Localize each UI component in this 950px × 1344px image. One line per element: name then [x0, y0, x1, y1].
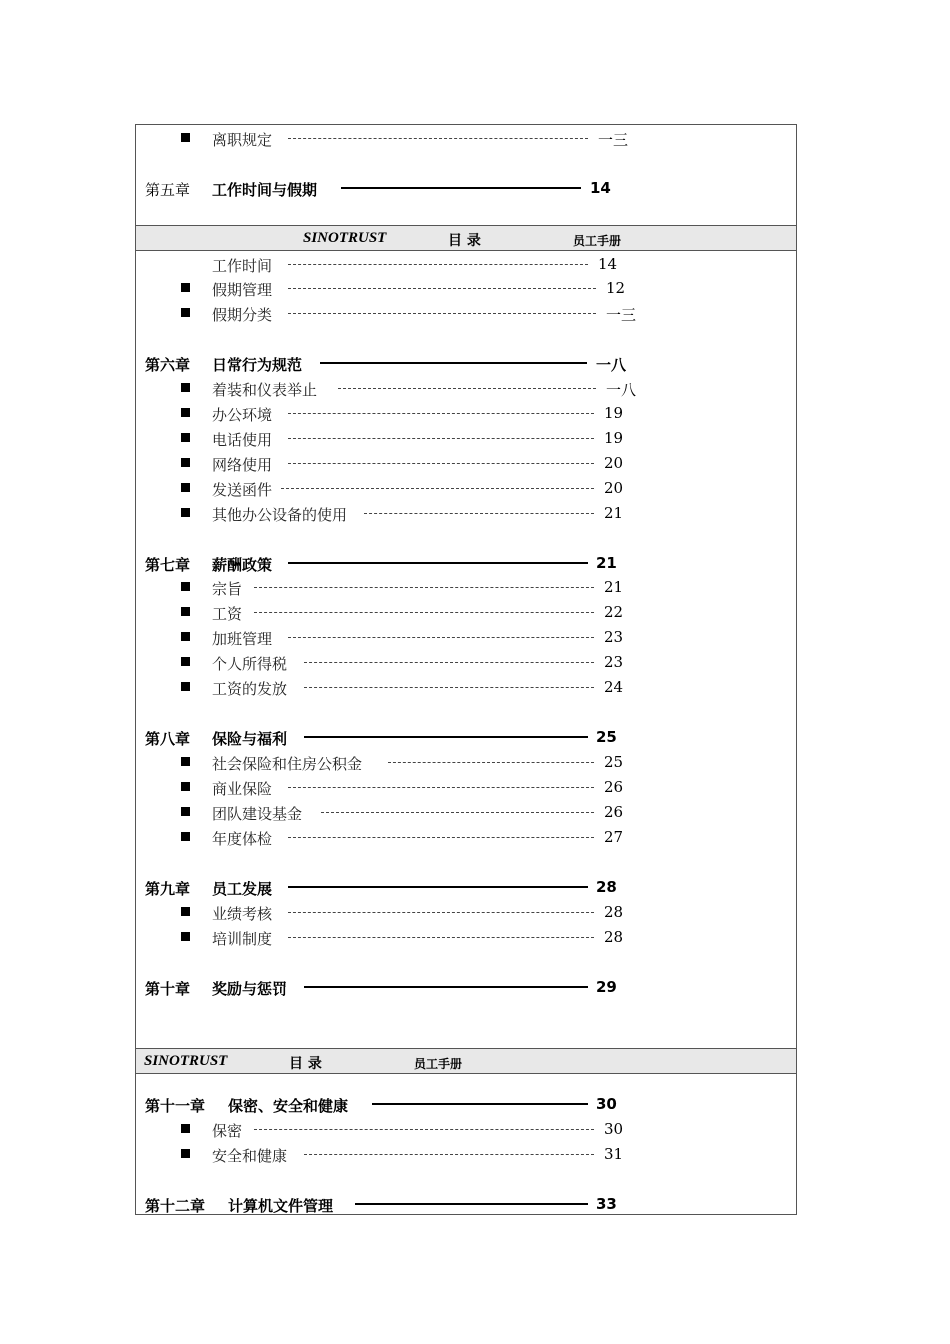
entry-label: 假期管理: [212, 281, 273, 299]
bullet-icon: [181, 607, 190, 616]
bullet-icon: [181, 458, 190, 467]
chapter-title: 员工发展: [212, 880, 273, 898]
entry-page: 31: [604, 1145, 624, 1163]
header-subtitle: 员工手册: [414, 1057, 463, 1071]
entry-label: 保密: [212, 1122, 243, 1140]
bullet-icon: [181, 483, 190, 492]
toc-entry: [136, 302, 796, 324]
bullet-icon: [181, 283, 190, 292]
chapter-number: 第七章: [145, 556, 191, 574]
chapter-title: 保密、安全和健康: [228, 1097, 349, 1115]
chapter-number: 第六章: [145, 356, 191, 374]
bullet-icon: [181, 433, 190, 442]
toc-entry: [136, 253, 796, 275]
chapter-number: 第十章: [145, 980, 191, 998]
entry-label: 个人所得税: [212, 655, 288, 673]
entry-page: 24: [604, 678, 624, 696]
bullet-icon: [181, 807, 190, 816]
entry-page: 23: [604, 628, 624, 646]
chapter-title: 保险与福利: [212, 730, 288, 748]
header-subtitle: 员工手册: [573, 234, 622, 248]
chapter-heading: [136, 1093, 796, 1115]
entry-label: 假期分类: [212, 306, 273, 324]
bullet-icon: [181, 632, 190, 641]
chapter-number: 第八章: [145, 730, 191, 748]
leader-rule: [304, 986, 588, 988]
bullet-icon: [181, 508, 190, 517]
bullet-icon: [181, 582, 190, 591]
toc-entry: [136, 751, 796, 773]
leader-dashes: [288, 288, 596, 289]
chapter-heading: [136, 976, 796, 998]
entry-label: 发送函件: [212, 481, 273, 499]
chapter-heading: [136, 726, 796, 748]
bullet-icon: [181, 932, 190, 941]
leader-dashes: [288, 937, 594, 938]
leader-dashes: [288, 138, 588, 139]
toc-entry: [136, 427, 796, 449]
entry-label: 社会保险和住房公积金: [212, 755, 363, 773]
toc-entry: [136, 926, 796, 948]
entry-page: 30: [604, 1120, 624, 1138]
toc-entry: [136, 1143, 796, 1165]
header-title: 目 录: [448, 233, 481, 249]
bullet-icon: [181, 383, 190, 392]
toc-entry: [136, 402, 796, 424]
entry-label: 工作时间: [212, 257, 273, 275]
toc-entry: [136, 651, 796, 673]
entry-label: 业绩考核: [212, 905, 273, 923]
chapter-number: 第五章: [145, 181, 191, 199]
chapter-title: 计算机文件管理: [228, 1197, 334, 1215]
bullet-icon: [181, 832, 190, 841]
chapter-page: 25: [596, 728, 617, 746]
header-brand: SINOTRUST: [303, 230, 387, 246]
leader-rule: [288, 886, 588, 888]
entry-label: 电话使用: [212, 431, 273, 449]
chapter-number: 第十一章: [145, 1097, 206, 1115]
leader-dashes: [288, 413, 594, 414]
chapter-title: 奖励与惩罚: [212, 980, 288, 998]
chapter-heading: [136, 352, 796, 374]
chapter-title: 薪酬政策: [212, 556, 273, 574]
entry-page: 一八: [606, 381, 637, 399]
chapter-heading: [136, 552, 796, 574]
entry-label: 加班管理: [212, 630, 273, 648]
leader-dashes: [254, 612, 594, 613]
leader-dashes: [254, 1129, 594, 1130]
toc-entry: [136, 277, 796, 299]
entry-page: 14: [598, 255, 618, 273]
toc-entry: [136, 776, 796, 798]
entry-label: 团队建设基金: [212, 805, 303, 823]
chapter-title: 工作时间与假期: [212, 181, 318, 199]
leader-rule: [320, 362, 587, 364]
leader-dashes: [288, 787, 594, 788]
toc-entry: [136, 676, 796, 698]
entry-page: 21: [604, 504, 624, 522]
chapter-title: 日常行为规范: [212, 356, 303, 374]
toc-entry: [136, 502, 796, 524]
entry-page: 26: [604, 803, 624, 821]
entry-page: 26: [604, 778, 624, 796]
entry-page: 28: [604, 903, 624, 921]
entry-label: 培训制度: [212, 930, 273, 948]
leader-rule: [304, 736, 588, 738]
entry-label: 着装和仪表举止: [212, 381, 318, 399]
entry-label: 网络使用: [212, 456, 273, 474]
toc-entry: [136, 601, 796, 623]
entry-page: 一三: [598, 131, 629, 149]
entry-page: 20: [604, 454, 624, 472]
chapter-number: 第十二章: [145, 1197, 206, 1215]
entry-label: 办公环境: [212, 406, 273, 424]
bullet-icon: [181, 1124, 190, 1133]
leader-dashes: [288, 264, 588, 265]
leader-dashes: [288, 912, 594, 913]
toc-page: [135, 124, 797, 1215]
entry-page: 12: [606, 279, 626, 297]
toc-entry: [136, 826, 796, 848]
chapter-heading: [136, 177, 796, 199]
toc-entry: [136, 377, 796, 399]
leader-dashes: [321, 812, 594, 813]
leader-dashes: [304, 662, 594, 663]
chapter-page: 29: [596, 978, 617, 996]
chapter-heading: [136, 876, 796, 898]
header-title: 目 录: [289, 1056, 322, 1072]
entry-page: 21: [604, 578, 624, 596]
entry-label: 年度体检: [212, 830, 273, 848]
chapter-page: 33: [596, 1195, 617, 1213]
chapter-page: 21: [596, 554, 617, 572]
leader-rule: [355, 1203, 588, 1205]
leader-rule: [341, 187, 581, 189]
chapter-number: 第九章: [145, 880, 191, 898]
leader-dashes: [388, 762, 594, 763]
chapter-page: 14: [590, 179, 611, 197]
bullet-icon: [181, 757, 190, 766]
running-header: [136, 1048, 796, 1074]
leader-rule: [372, 1103, 588, 1105]
entry-label: 离职规定: [212, 131, 273, 149]
entry-label: 其他办公设备的使用: [212, 506, 348, 524]
leader-rule: [288, 562, 588, 564]
bullet-icon: [181, 408, 190, 417]
leader-dashes: [288, 438, 594, 439]
leader-dashes: [288, 837, 594, 838]
entry-page: 19: [604, 429, 624, 447]
entry-page: 25: [604, 753, 624, 771]
leader-dashes: [288, 463, 594, 464]
chapter-page: 30: [596, 1095, 617, 1113]
entry-page: 一三: [606, 306, 637, 324]
leader-dashes: [288, 313, 596, 314]
toc-entry: [136, 1118, 796, 1140]
entry-label: 工资: [212, 605, 243, 623]
header-brand: SINOTRUST: [144, 1053, 228, 1069]
leader-dashes: [254, 587, 594, 588]
entry-page: 22: [604, 603, 624, 621]
leader-dashes: [338, 388, 596, 389]
leader-dashes: [288, 637, 594, 638]
toc-entry: [136, 452, 796, 474]
entry-label: 工资的发放: [212, 680, 288, 698]
toc-entry: [136, 801, 796, 823]
leader-dashes: [281, 488, 594, 489]
entry-label: 宗旨: [212, 580, 243, 598]
chapter-page: 一八: [596, 356, 627, 374]
chapter-heading: [136, 1193, 796, 1215]
leader-dashes: [304, 687, 594, 688]
bullet-icon: [181, 682, 190, 691]
chapter-page: 28: [596, 878, 617, 896]
entry-page: 19: [604, 404, 624, 422]
running-header: [136, 225, 796, 251]
toc-entry: [136, 127, 796, 149]
bullet-icon: [181, 308, 190, 317]
toc-entry: [136, 626, 796, 648]
bullet-icon: [181, 133, 190, 142]
toc-entry: [136, 576, 796, 598]
bullet-icon: [181, 782, 190, 791]
toc-entry: [136, 477, 796, 499]
entry-label: 安全和健康: [212, 1147, 288, 1165]
bullet-icon: [181, 1149, 190, 1158]
bullet-icon: [181, 657, 190, 666]
entry-page: 23: [604, 653, 624, 671]
entry-label: 商业保险: [212, 780, 273, 798]
entry-page: 20: [604, 479, 624, 497]
leader-dashes: [364, 513, 594, 514]
toc-entry: [136, 901, 796, 923]
leader-dashes: [304, 1154, 594, 1155]
entry-page: 28: [604, 928, 624, 946]
entry-page: 27: [604, 828, 624, 846]
bullet-icon: [181, 907, 190, 916]
